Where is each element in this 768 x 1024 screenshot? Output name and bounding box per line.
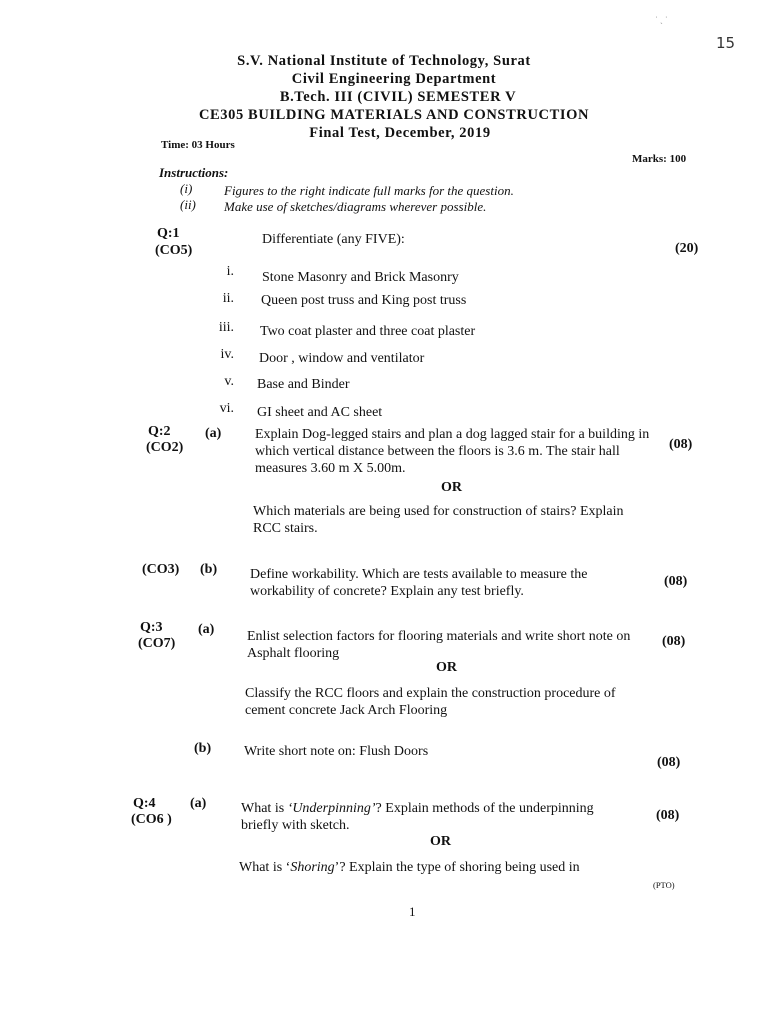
question-text-pre: What is (241, 801, 288, 816)
part-label: (a) (198, 622, 215, 637)
program-name: B.Tech. III (CIVIL) SEMESTER V (279, 89, 517, 105)
course-title: CE305 BUILDING MATERIALS AND CONSTRUCTION (198, 107, 590, 123)
or-separator: OR (430, 834, 451, 849)
question-number: Q:3 (140, 620, 163, 635)
question-text: Define workability. Which are tests available to measure the workability of concrete? Explain any test briefly. (250, 567, 588, 599)
question-marks: (08) (662, 634, 686, 649)
or-separator: OR (436, 660, 457, 675)
instruction-text: Make use of sketches/diagrams wherever possible. (224, 199, 487, 214)
item-text: Base and Binder (257, 377, 350, 392)
question-number: Q:2 (148, 424, 171, 439)
item-text: Queen post truss and King post truss (261, 293, 467, 308)
please-turn-over: (PTO) (653, 880, 675, 890)
term-shoring: Shoring (290, 860, 335, 875)
item-number: v. (224, 374, 234, 389)
item-number: iv. (220, 347, 234, 362)
handwritten-page-mark: 15 (716, 34, 736, 52)
item-number: i. (226, 264, 234, 279)
course-outcome: (CO5) (155, 243, 193, 258)
question-number: Q:1 (157, 226, 180, 241)
term-underpinning: ‘Underpinning’ (287, 801, 376, 816)
alternative-question-text (239, 860, 580, 876)
exam-total-marks: Marks: 100 (632, 153, 687, 165)
item-number: vi. (219, 401, 234, 416)
alt-text-post: ’? Explain the type of shoring being used in (334, 860, 580, 875)
question-marks: (20) (675, 241, 699, 256)
instruction-num: (i) (180, 181, 193, 196)
question-marks: (08) (657, 755, 681, 770)
item-text: GI sheet and AC sheet (257, 405, 383, 420)
question-marks: (08) (656, 808, 680, 823)
question-text: Write short note on: Flush Doors (244, 744, 429, 759)
part-label: (a) (190, 796, 207, 811)
part-label: (b) (200, 562, 218, 577)
item-number: ii. (222, 291, 234, 306)
question-marks: (08) (664, 574, 688, 589)
course-outcome: (CO3) (142, 562, 180, 577)
item-text: Two coat plaster and three coat plaster (260, 324, 476, 339)
instructions-title: Instructions: (159, 165, 229, 180)
item-text: Door , window and ventilator (259, 351, 425, 366)
or-separator: OR (441, 480, 462, 495)
item-text: Stone Masonry and Brick Masonry (262, 270, 459, 285)
part-label: (a) (205, 426, 222, 441)
part-label: (b) (194, 741, 212, 756)
question-text (241, 800, 631, 834)
scan-specks: ˙ ˎ ˙ (655, 14, 668, 24)
course-outcome: (CO7) (138, 636, 176, 651)
instruction-text: Figures to the right indicate full marks for the question. (224, 183, 514, 198)
page-number: 1 (409, 904, 416, 919)
question-text-post: ? Explain methods of the underpinning briefly with sketch. (241, 801, 594, 833)
exam-title: Final Test, December, 2019 (309, 125, 491, 141)
department-name: Civil Engineering Department (291, 71, 497, 87)
question-number: Q:4 (133, 796, 156, 811)
course-outcome: (CO6 ) (131, 812, 172, 827)
alternative-question-text: Classify the RCC floors and explain the construction procedure of cement concrete Jack Arch Flooring (245, 686, 616, 718)
exam-duration: Time: 03 Hours (161, 139, 235, 151)
instruction-num: (ii) (180, 197, 196, 212)
question-text: Explain Dog-legged stairs and plan a dog lagged stair for a building in which vertical distance between the floors is 3.6 m. The stair hall measures 3.60 m X 5.00m. (255, 427, 650, 476)
question-text: Enlist selection factors for flooring materials and write short note on Asphalt flooring (247, 629, 631, 661)
question-marks: (08) (669, 437, 693, 452)
course-outcome: (CO2) (146, 440, 184, 455)
item-number: iii. (218, 320, 234, 335)
institute-name: S.V. National Institute of Technology, Surat (237, 53, 531, 69)
alt-text-pre: What is ‘ (239, 860, 291, 875)
question-prompt: Differentiate (any FIVE): (262, 232, 405, 247)
alternative-question-text: Which materials are being used for construction of stairs? Explain RCC stairs. (253, 504, 624, 536)
